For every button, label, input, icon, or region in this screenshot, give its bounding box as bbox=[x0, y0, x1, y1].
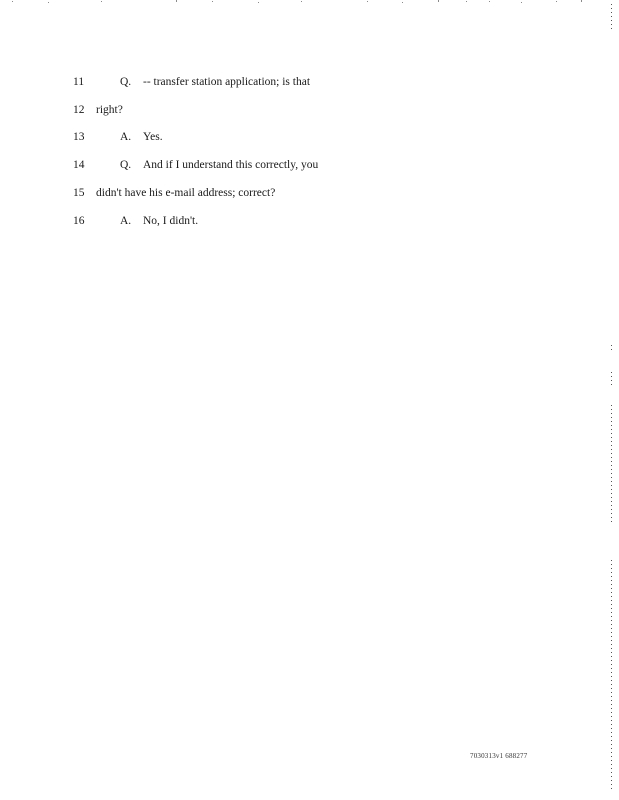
transcript-line bbox=[0, 211, 619, 231]
line-number: 16 bbox=[73, 215, 85, 227]
transcript-line bbox=[0, 183, 619, 203]
document-id-footer: 7030313v1 688277 bbox=[470, 752, 528, 760]
speaker-label: Q. bbox=[120, 159, 132, 171]
transcript-line bbox=[0, 72, 619, 92]
transcript-line bbox=[0, 127, 619, 147]
line-text: -- transfer station application; is that bbox=[143, 76, 311, 88]
line-text: right? bbox=[96, 104, 123, 116]
deposition-transcript bbox=[0, 0, 619, 260]
speaker-label: A. bbox=[120, 131, 132, 143]
line-number: 13 bbox=[73, 131, 85, 143]
speaker-label: A. bbox=[120, 215, 132, 227]
line-text: didn't have his e-mail address; correct? bbox=[96, 187, 276, 199]
line-number: 15 bbox=[73, 187, 85, 199]
line-number: 14 bbox=[73, 159, 85, 171]
line-text: No, I didn't. bbox=[143, 215, 199, 227]
transcript-line bbox=[0, 155, 619, 175]
line-text: Yes. bbox=[143, 131, 163, 143]
speaker-label: Q. bbox=[120, 76, 132, 88]
line-text: And if I understand this correctly, you bbox=[143, 159, 319, 171]
transcript-line bbox=[0, 100, 619, 120]
line-number: 12 bbox=[73, 104, 85, 116]
line-number: 11 bbox=[73, 76, 85, 88]
